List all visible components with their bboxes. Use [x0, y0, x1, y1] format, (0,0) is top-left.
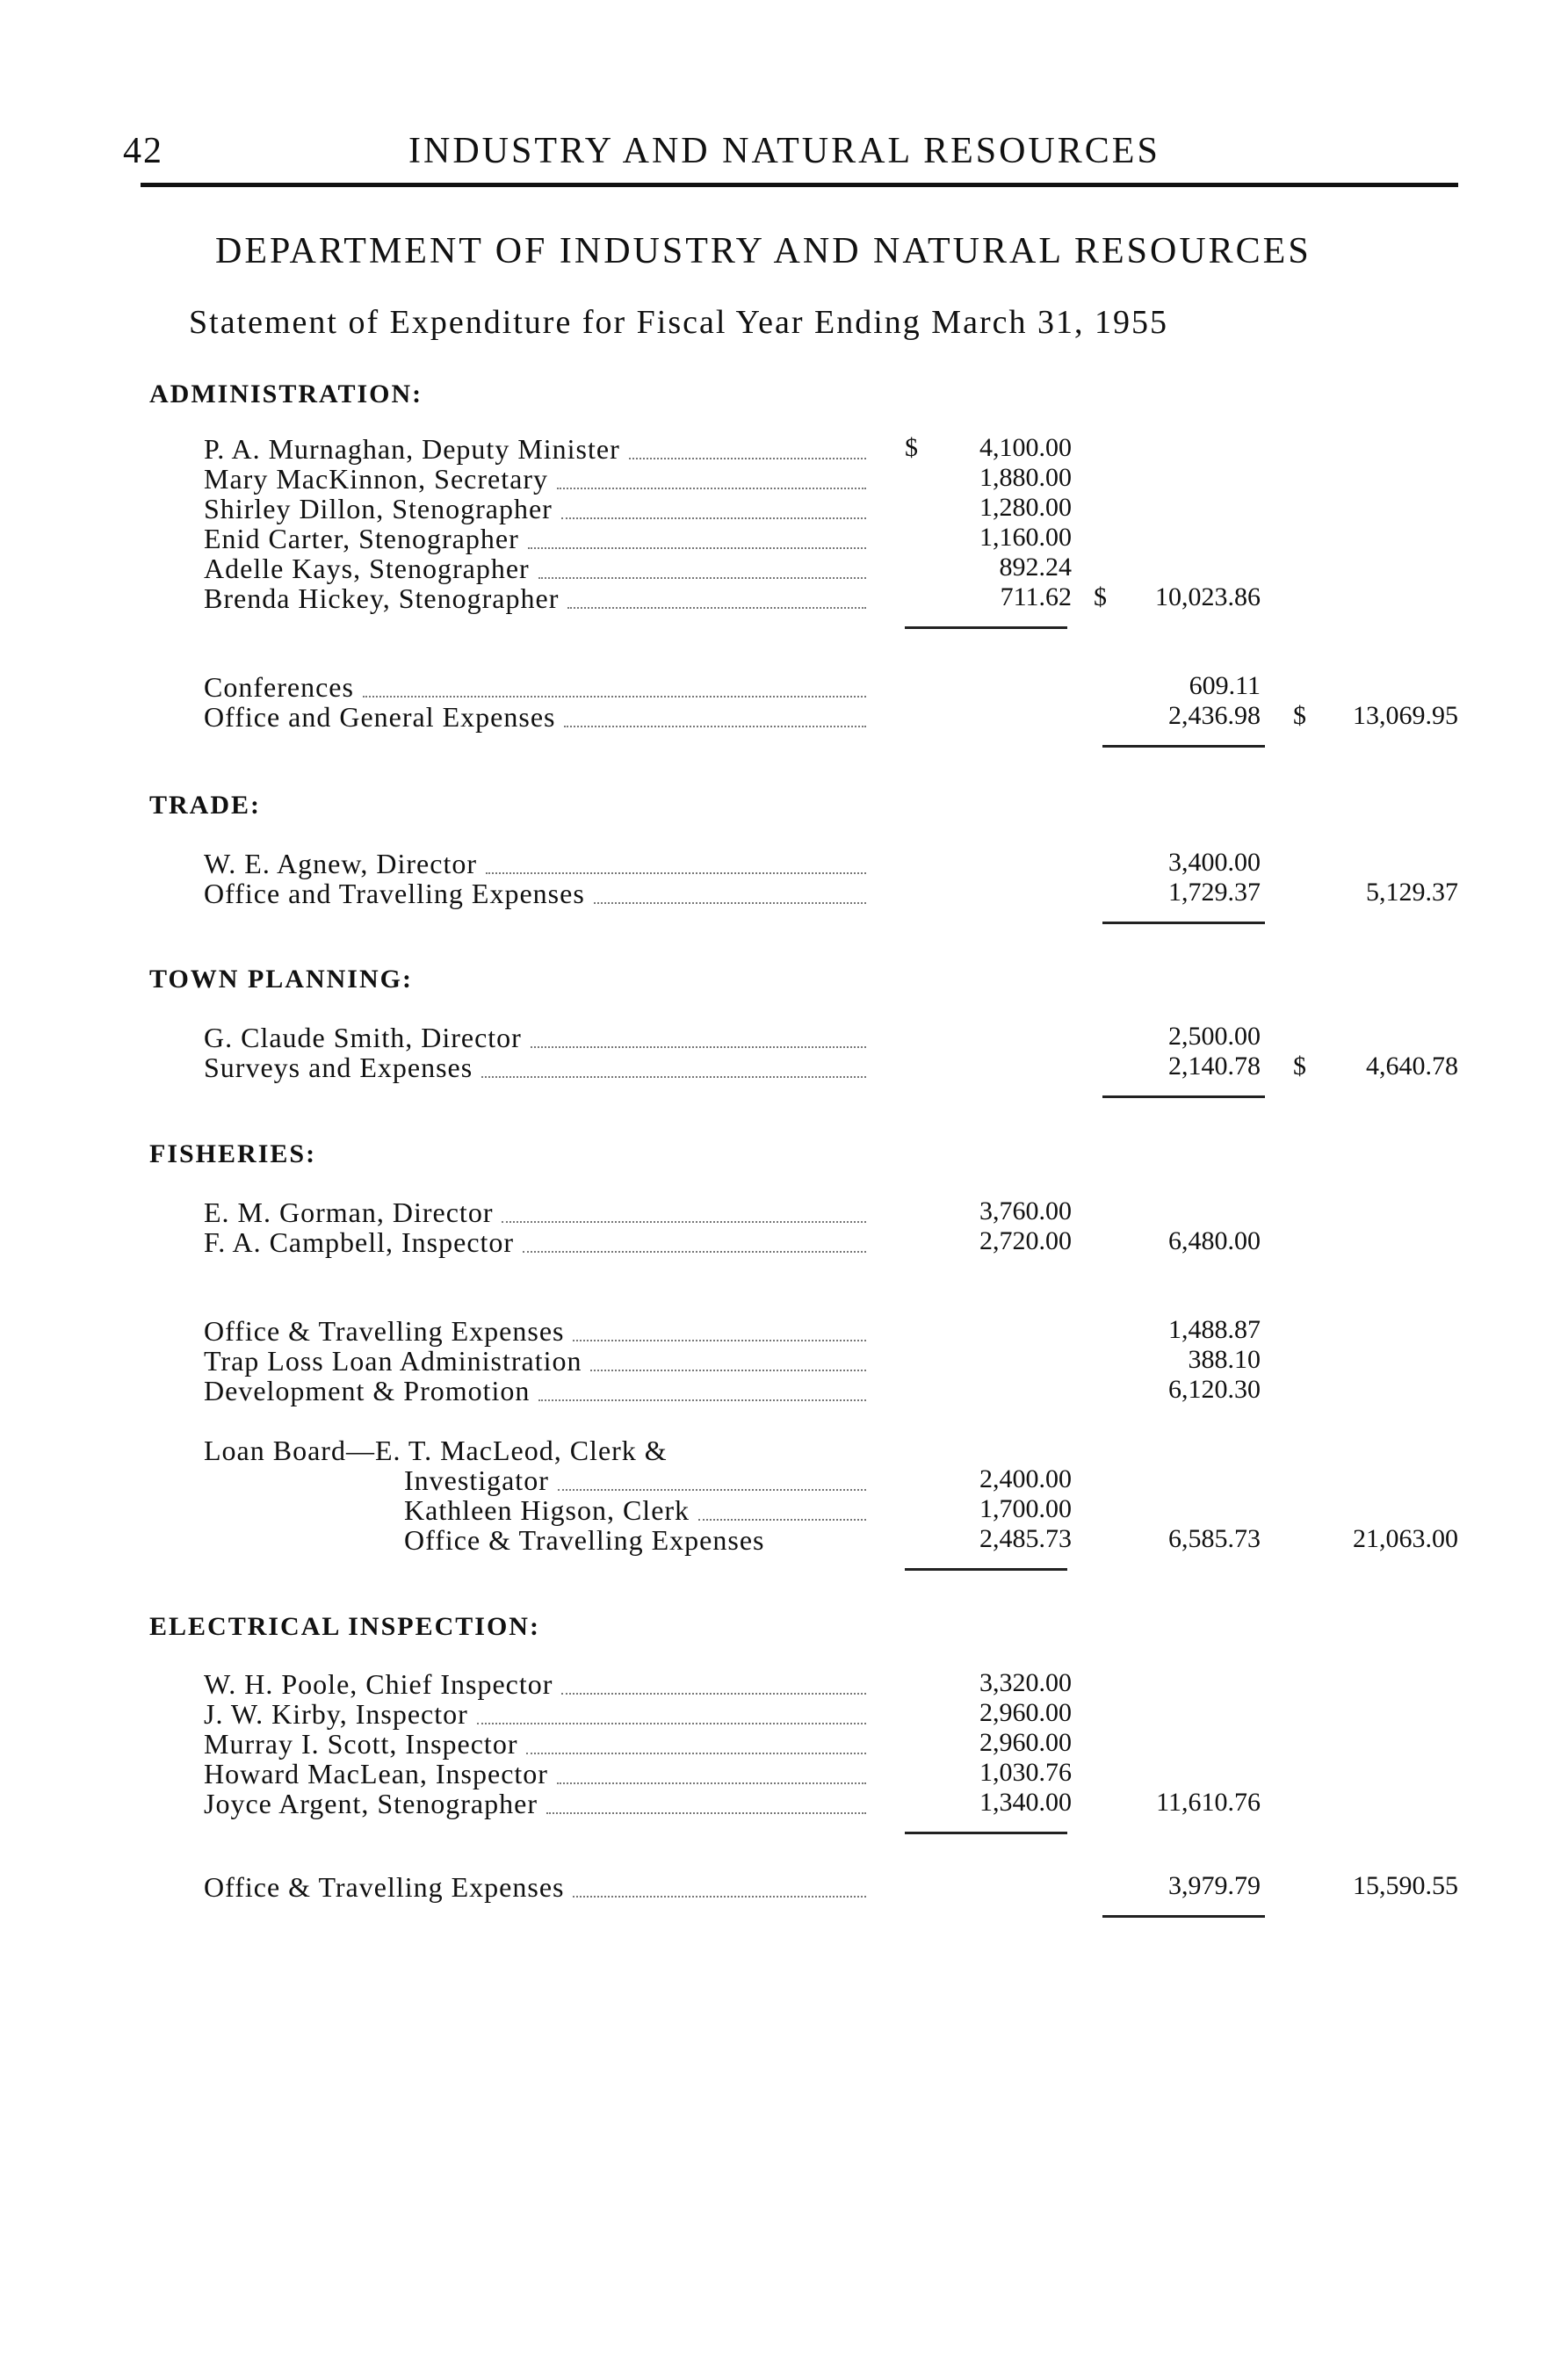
- amount: 2,485.73: [979, 1524, 1072, 1553]
- amount: 1,160.00: [979, 523, 1072, 552]
- amount: 1,340.00: [979, 1788, 1072, 1817]
- amount: 2,960.00: [979, 1728, 1072, 1757]
- amount: 711.62: [1000, 582, 1072, 611]
- amount: 1,880.00: [979, 463, 1072, 492]
- section-heading-trade: TRADE:: [149, 791, 262, 820]
- list-item: Office & Travelling Expenses: [204, 1871, 871, 1903]
- subtotal: 6,585.73: [1168, 1524, 1261, 1553]
- section-heading-town-planning: TOWN PLANNING:: [149, 965, 413, 994]
- dollar-sign: $: [905, 433, 918, 462]
- total-rule: [905, 1568, 1067, 1571]
- page-subtitle: Statement of Expenditure for Fiscal Year Ending March 31, 1955: [189, 304, 1168, 341]
- subtotal: 10,023.86: [1155, 582, 1261, 611]
- amount: 2,500.00: [1168, 1022, 1261, 1051]
- list-item: F. A. Campbell, Inspector: [204, 1226, 871, 1258]
- amount: 2,436.98: [1168, 701, 1261, 730]
- amount: 3,760.00: [979, 1196, 1072, 1225]
- section-heading-fisheries: FISHERIES:: [149, 1139, 317, 1168]
- list-item: Kathleen Higson, Clerk: [404, 1494, 871, 1526]
- list-item: Brenda Hickey, Stenographer: [204, 582, 871, 614]
- list-item: Development & Promotion: [204, 1375, 871, 1406]
- list-item: Enid Carter, Stenographer: [204, 523, 871, 554]
- amount: 2,960.00: [979, 1698, 1072, 1727]
- amount: 3,320.00: [979, 1668, 1072, 1697]
- list-item: Office and General Expenses: [204, 701, 871, 733]
- list-item: Investigator: [404, 1464, 871, 1496]
- dollar-sign: $: [1094, 582, 1107, 611]
- section-total: 4,640.78: [1366, 1052, 1458, 1081]
- total-rule: [1102, 922, 1265, 924]
- amount: 892.24: [999, 553, 1072, 582]
- total-rule: [905, 626, 1067, 629]
- subtotal: 11,610.76: [1156, 1788, 1261, 1817]
- list-item: Conferences: [204, 671, 871, 703]
- list-item: Trap Loss Loan Administration: [204, 1345, 871, 1377]
- list-item: W. H. Poole, Chief Inspector: [204, 1668, 871, 1700]
- loan-board-heading: Loan Board—E. T. MacLeod, Clerk &: [204, 1435, 668, 1466]
- amount: 1,280.00: [979, 493, 1072, 522]
- list-item: Office & Travelling Expenses: [404, 1524, 765, 1556]
- amount: 2,720.00: [979, 1226, 1072, 1255]
- amount: 1,030.76: [979, 1758, 1072, 1787]
- section-heading-electrical-inspection: ELECTRICAL INSPECTION:: [149, 1612, 540, 1641]
- list-item: Murray I. Scott, Inspector: [204, 1728, 871, 1760]
- list-item: Joyce Argent, Stenographer: [204, 1788, 871, 1819]
- running-title: INDUSTRY AND NATURAL RESOURCES: [408, 131, 1160, 171]
- amount: 1,700.00: [979, 1494, 1072, 1523]
- list-item: G. Claude Smith, Director: [204, 1022, 871, 1053]
- list-item: Office and Travelling Expenses: [204, 878, 871, 909]
- list-item: E. M. Gorman, Director: [204, 1196, 871, 1228]
- amount: 3,979.79: [1168, 1871, 1261, 1900]
- section-total: 21,063.00: [1353, 1524, 1458, 1553]
- list-item: J. W. Kirby, Inspector: [204, 1698, 871, 1730]
- amount: 388.10: [1188, 1345, 1261, 1374]
- list-item: Surveys and Expenses: [204, 1052, 871, 1083]
- list-item: W. E. Agnew, Director: [204, 848, 871, 879]
- page-number: 42: [123, 131, 163, 171]
- amount: 2,400.00: [979, 1464, 1072, 1493]
- list-item: Shirley Dillon, Stenographer: [204, 493, 871, 524]
- header-rule: [141, 183, 1458, 187]
- list-item: Mary MacKinnon, Secretary: [204, 463, 871, 495]
- amount: 609.11: [1189, 671, 1261, 700]
- amount: 6,120.30: [1168, 1375, 1261, 1404]
- page-title: DEPARTMENT OF INDUSTRY AND NATURAL RESOURCES: [215, 231, 1311, 271]
- section-total: 15,590.55: [1353, 1871, 1458, 1900]
- list-item: Howard MacLean, Inspector: [204, 1758, 871, 1789]
- list-item: P. A. Murnaghan, Deputy Minister: [204, 433, 871, 465]
- amount: 1,729.37: [1168, 878, 1261, 907]
- total-rule: [1102, 1095, 1265, 1098]
- section-heading-administration: ADMINISTRATION:: [149, 380, 423, 408]
- total-rule: [1102, 745, 1265, 748]
- dollar-sign: $: [1293, 1052, 1306, 1081]
- dollar-sign: $: [1293, 701, 1306, 730]
- subtotal: 6,480.00: [1168, 1226, 1261, 1255]
- amount: 4,100.00: [979, 433, 1072, 462]
- section-total: 13,069.95: [1353, 701, 1458, 730]
- amount: 1,488.87: [1168, 1315, 1261, 1344]
- total-rule: [1102, 1915, 1265, 1918]
- list-item: Adelle Kays, Stenographer: [204, 553, 871, 584]
- amount: 2,140.78: [1168, 1052, 1261, 1081]
- amount: 3,400.00: [1168, 848, 1261, 877]
- section-total: 5,129.37: [1366, 878, 1458, 907]
- list-item: Office & Travelling Expenses: [204, 1315, 871, 1347]
- total-rule: [905, 1832, 1067, 1834]
